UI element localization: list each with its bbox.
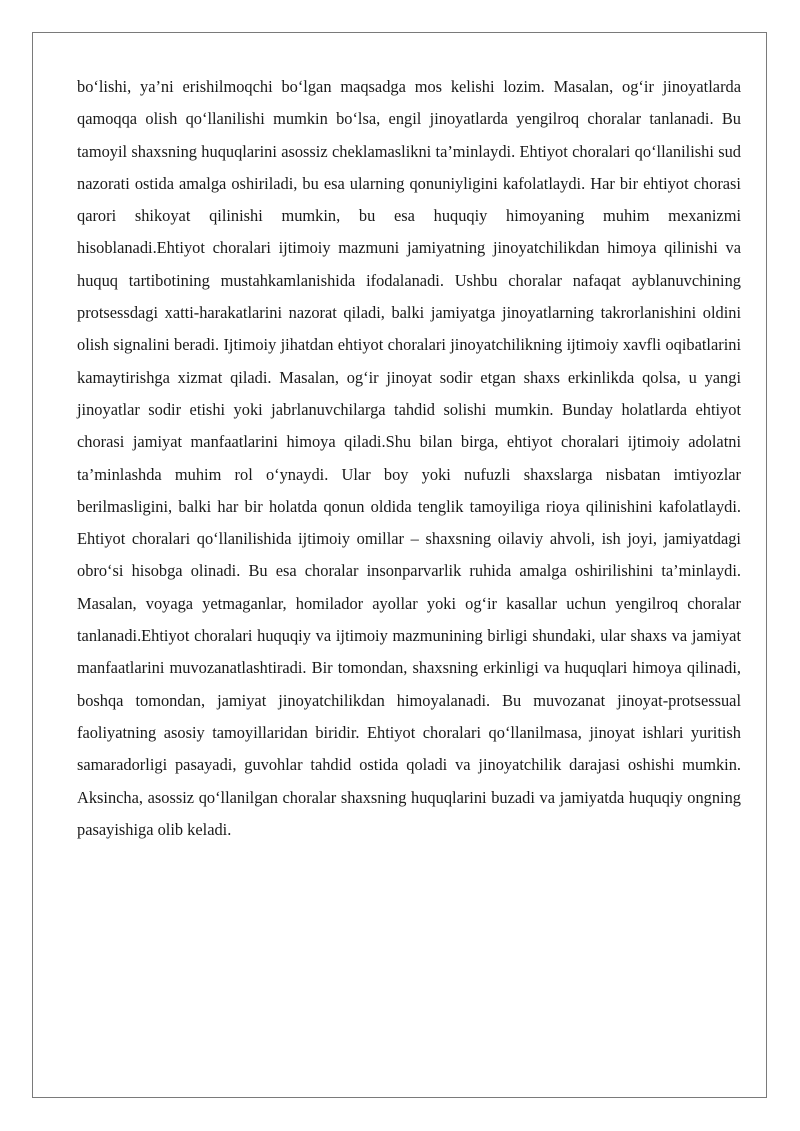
body-paragraph: bo‘lishi, ya’ni erishilmoqchi bo‘lgan maqsadga mos kelishi lozim. Masalan, og‘ir jinoyatlarda qamoqqa olish qo‘llanilishi mumkin bo‘lsa, engil jinoyatlarda yengilroq choralar tanlanadi. Bu tamoyil shaxsning huquqlarini asossiz cheklamaslikni ta’minlaydi. Ehtiyot choralari qo‘llanilishi sud nazorati ostida amalga oshiriladi, bu esa ularning qonuniyligini kafolatlaydi. Har bir ehtiyot chorasi qarori shikoyat qilinishi mumkin, bu esa huquqiy himoyaning muhim mexanizmi hisoblanadi.Ehtiyot choralari ijtimoiy mazmuni jamiyatning jinoyatchilikdan himoya qilinishi va huquq tartibotining mustahkamlanishida ifodalanadi. Ushbu choralar nafaqat ayblanuvchining protsessdagi xatti-harakatlarini nazorat qiladi, balki jamiyatga jinoyatlarning takrorlanishini oldini olish signalini beradi. Ijtimoiy jihatdan ehtiyot choralari jinoyatchilikning ijtimoiy xavfli oqibatlarini kamaytirishga xizmat qiladi. Masalan, og‘ir jinoyat sodir etgan shaxs erkinlikda qolsa, u yangi jinoyatlar sodir etishi yoki jabrlanuvchilarga tahdid solishi mumkin. Bunday holatlarda ehtiyot chorasi jamiyat manfaatlarini himoya qiladi.Shu bilan birga, ehtiyot choralari ijtimoiy adolatni ta’minlashda muhim rol o‘ynaydi. Ular boy yoki nufuzli shaxslarga nisbatan imtiyozlar berilmasligini, balki har bir holatda qonun oldida tenglik tamoyiliga rioya qilinishini kafolatlaydi. Ehtiyot choralari qo‘llanilishida ijtimoiy omillar – shaxsning oilaviy ahvoli, ish joyi, jamiyatdagi obro‘si hisobga olinadi. Bu esa choralar insonparvarlik ruhida amalga oshirilishini ta’minlaydi. Masalan, voyaga yetmaganlar, homilador ayollar yoki og‘ir kasallar uchun yengilroq choralar tanlanadi.Ehtiyot choralari huquqiy va ijtimoiy mazmunining birligi shundaki, ular shaxs va jamiyat manfaatlarini muvozanatlashtiradi. Bir tomondan, shaxsning erkinligi va huquqlari himoya qilinadi, boshqa tomondan, jamiyat jinoyatchilikdan himoyalanadi. Bu muvozanat jinoyat-protsessual faoliyatning asosiy tamoyillaridan biridir. Ehtiyot choralari qo‘llanilmasa, jinoyat ishlari yuritish samaradorligi pasayadi, guvohlar tahdid ostida qoladi va jinoyatchilik darajasi oshishi mumkin. Aksincha, asossiz qo‘llanilgan choralar shaxsning huquqlarini buzadi va jamiyatda huquqiy ongning pasayishiga olib keladi. [77,77,741,839]
